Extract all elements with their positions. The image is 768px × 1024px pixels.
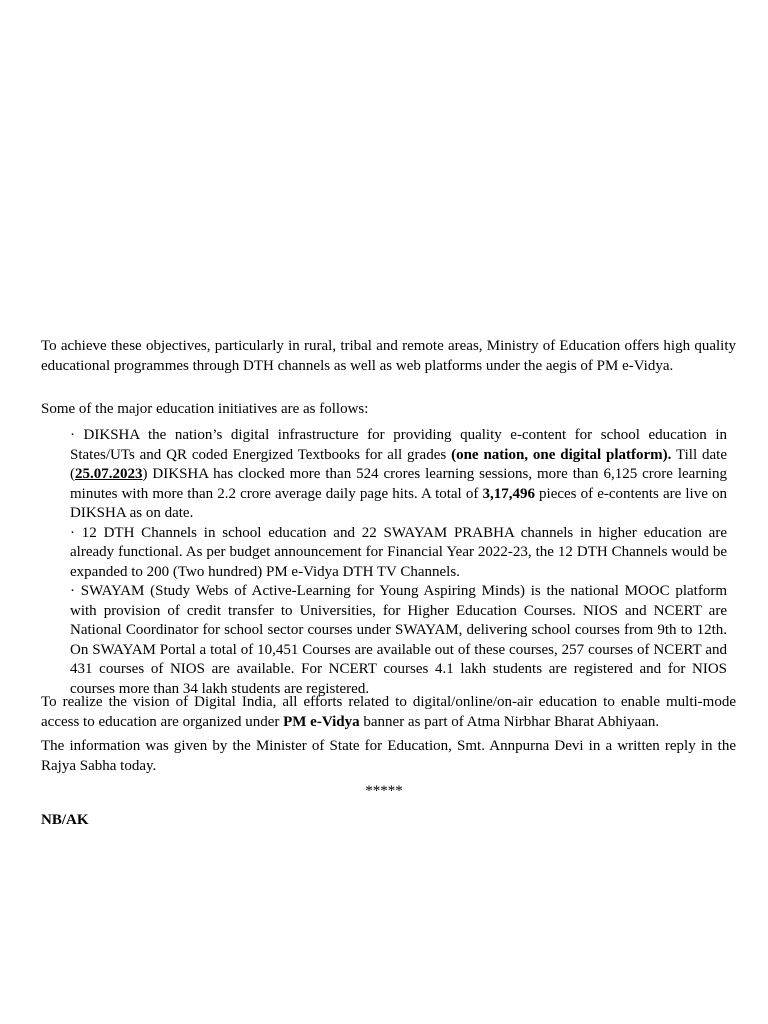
diksha-platform-tagline: (one nation, one digital platform). <box>451 446 672 463</box>
diksha-text-4: pieces of e-contents are live on DIKSHA as on date. <box>70 485 727 521</box>
diksha-econtent-count: 3,17,496 <box>482 485 535 502</box>
initiatives-heading: Some of the major education initiatives are as follows: <box>41 401 369 417</box>
diksha-text-3: ) DIKSHA has clocked more than 524 crores learning sessions, more than 6,125 crore learning minutes with more than 2.2 crore average daily page hits. A total of <box>70 466 727 502</box>
vision-text-2: banner as part of Atma Nirbhar Bharat Abhiyaan. <box>359 713 660 730</box>
diksha-text-2: Till date ( <box>70 446 727 482</box>
diksha-date: 25.07.2023 <box>75 466 143 482</box>
list-item-swayam: · SWAYAM (Study Webs of Active-Learning for Young Aspiring Minds) is the national MOOC platform with provision of credit transfer to Universities, for Higher Education Courses. NIOS and NCERT are National Coordinator for school sector courses under SWAYAM, delivering school courses from 9th to 12th. On SWAYAM Portal a total of 10,451 Courses are available out of these courses, 257 courses of NCERT and 431 courses of NIOS are available. For NCERT courses 4.1 lakh students are registered and for NIOS courses more than 34 lakh students are registered. <box>70 583 727 697</box>
diksha-text-1: · DIKSHA the nation’s digital infrastructure for providing quality e-content for school education in States/UTs and QR coded Energized Textbooks for all grades <box>70 427 727 463</box>
separator: ***** <box>365 783 403 799</box>
list-item-diksha <box>70 426 727 524</box>
info-paragraph: The information was given by the Minister of State for Education, Smt. Annpurna Devi in a written reply in the Rajya Sabha today. <box>41 738 736 774</box>
signature: NB/AK <box>41 812 89 828</box>
intro-paragraph: To achieve these objectives, particularly in rural, tribal and remote areas, Ministry of Education offers high quality educational programmes through DTH channels as well as web platforms under the aegis of PM e-Vidya. <box>41 338 736 374</box>
pm-evidya-label: PM e-Vidya <box>283 713 360 730</box>
vision-paragraph <box>41 693 736 732</box>
list-item-dth: · 12 DTH Channels in school education and 22 SWAYAM PRABHA channels in higher education are already functional. As per budget announcement for Financial Year 2022-23, the 12 DTH Channels would be expanded to 200 (Two hundred) PM e-Vidya DTH TV Channels. <box>70 524 727 580</box>
vision-text-1: To realize the vision of Digital India, all efforts related to digital/online/on-air education to enable multi-mode access to education are organized under <box>41 694 736 730</box>
initiatives-list <box>70 426 727 699</box>
